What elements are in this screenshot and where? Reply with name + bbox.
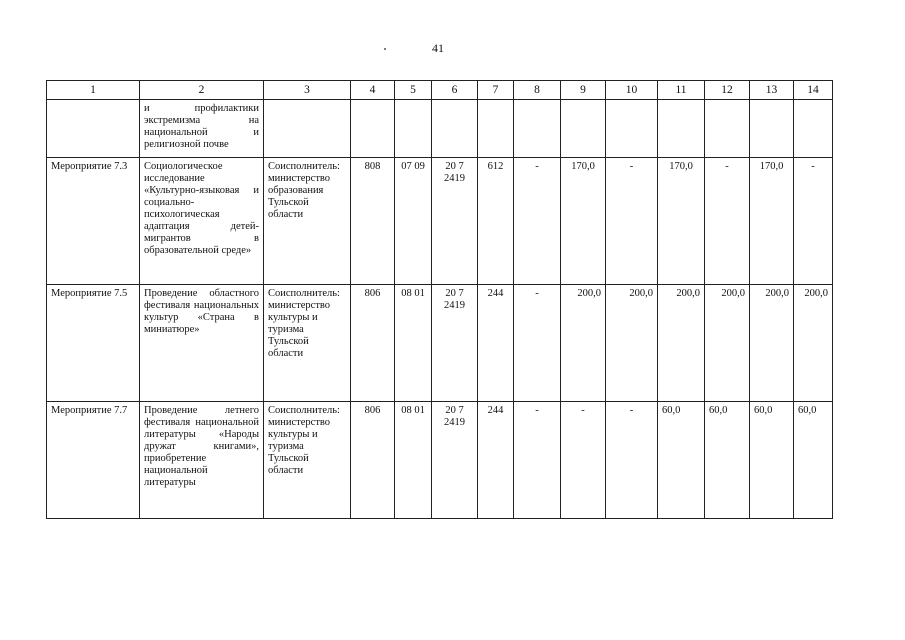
amount-cell: 60,0 [705,402,750,519]
page-number: 41 [432,41,444,55]
amount-cell: 60,0 [658,402,705,519]
column-number-row [47,81,833,100]
amount-cell: - [514,285,561,402]
amount-cell [750,100,794,158]
scan-speck [384,48,386,50]
amount-cell: 200,0 [606,285,658,402]
code-cell [432,100,478,158]
executor-cell: Соисполнитель: министерство образования Тульской области [264,158,351,285]
executor-cell: Соисполнитель: министерство культуры и туризма Тульской области [264,402,351,519]
table-row [47,158,833,285]
column-header: 4 [351,81,395,100]
column-header: 7 [478,81,514,100]
amount-cell [705,100,750,158]
amount-cell: - [705,158,750,285]
column-header: 10 [606,81,658,100]
amount-cell: 200,0 [794,285,833,402]
code-cell [478,100,514,158]
amount-cell: - [794,158,833,285]
amount-cell: 170,0 [750,158,794,285]
column-header: 12 [705,81,750,100]
amount-cell: 200,0 [750,285,794,402]
code-cell: 08 01 [395,285,432,402]
code-cell: 20 7 2419 [432,158,478,285]
amount-cell: - [606,402,658,519]
code-cell: 612 [478,158,514,285]
amount-cell [514,100,561,158]
table-row [47,100,833,158]
column-header: 14 [794,81,833,100]
code-cell: 806 [351,285,395,402]
code-cell: 20 7 2419 [432,402,478,519]
executor-cell: Соисполнитель: министерство культуры и туризма Тульской области [264,285,351,402]
amount-cell: - [606,158,658,285]
code-cell: 244 [478,285,514,402]
code-cell [395,100,432,158]
column-header: 3 [264,81,351,100]
amount-cell: 170,0 [561,158,606,285]
column-header: 6 [432,81,478,100]
table-row [47,402,833,519]
table-row [47,285,833,402]
amount-cell [658,100,705,158]
budget-table [46,80,833,519]
measure-cell: Мероприятие 7.5 [47,285,140,402]
amount-cell [794,100,833,158]
code-cell: 08 01 [395,402,432,519]
amount-cell: 200,0 [561,285,606,402]
description-cell: Проведение летнего фестиваля национальной литературы «Народы дружат книгами», приобретение национальной литературы [140,402,264,519]
description-cell: Социологическое исследование «Культурно-языковая и социально-психологическая адаптация детей-мигрантов в образовательной среде» [140,158,264,285]
measure-cell [47,100,140,158]
code-cell [351,100,395,158]
amount-cell [606,100,658,158]
column-header: 11 [658,81,705,100]
code-cell: 20 7 2419 [432,285,478,402]
code-cell: 806 [351,402,395,519]
amount-cell: - [514,402,561,519]
column-header: 9 [561,81,606,100]
column-header: 2 [140,81,264,100]
measure-cell: Мероприятие 7.7 [47,402,140,519]
measure-cell: Мероприятие 7.3 [47,158,140,285]
code-cell: 244 [478,402,514,519]
column-header: 8 [514,81,561,100]
amount-cell [561,100,606,158]
column-header: 13 [750,81,794,100]
amount-cell: - [514,158,561,285]
amount-cell: 60,0 [794,402,833,519]
amount-cell: 60,0 [750,402,794,519]
column-header: 1 [47,81,140,100]
column-header: 5 [395,81,432,100]
amount-cell: 170,0 [658,158,705,285]
code-cell: 808 [351,158,395,285]
executor-cell [264,100,351,158]
amount-cell: 200,0 [705,285,750,402]
description-cell: и профилактики экстремизма на национальной и религиозной почве [140,100,264,158]
amount-cell: 200,0 [658,285,705,402]
code-cell: 07 09 [395,158,432,285]
description-cell: Проведение областного фестиваля национальных культур «Страна в миниатюре» [140,285,264,402]
amount-cell: - [561,402,606,519]
